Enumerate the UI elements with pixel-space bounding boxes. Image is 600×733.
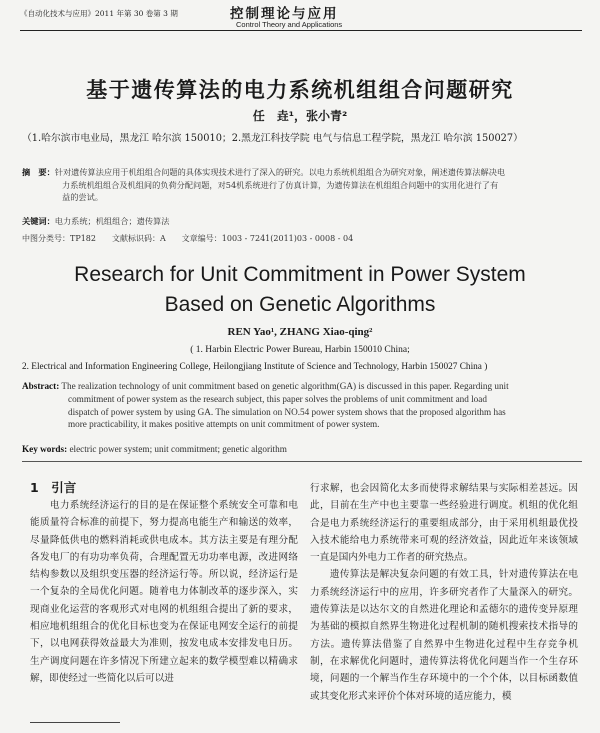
body-column-left [30,497,298,687]
section-heading [30,478,76,496]
chinese-affiliation: （1.哈尔滨市电业局，黑龙江 哈尔滨 150010；2.黑龙江科技学院 电气与信息工程学院，黑龙江 哈尔滨 150027） [22,133,523,144]
abstract-line: more practicability, it makes positive attempts on unit commitment of power system. [68,419,380,430]
english-title-line2: Based on Genetic Algorithms [164,293,436,316]
abstract-line: commitment of power system as the research subject, this paper solves the problems of unit commitment and load [68,393,487,404]
abstract-line: 针对遗传算法应用于机组组合问题的具体实现技术进行了深入的研究。以电力系统机组组合为研究对象，阐述遗传算法解决电 [54,167,506,177]
body-column-right [310,480,578,705]
journal-issue-header: 《自动化技术与应用》2011 年第 30 卷第 3 期 [20,9,178,18]
abstract-line: 益的尝试。 [62,192,103,202]
body-paragraph: 行求解，也会因简化太多而使得求解结果与实际相差甚远。因此，目前在生产中也主要靠一些经验进行调度。机组的优化组合是电力系统经济运行的重要组成部分，由于采用机组最优投入技术能给电力系统带来可观的经济效益，因此近年来该领域一直是国内外电力工作者的研究热点。 [310,483,578,564]
chinese-abstract [22,166,582,204]
footnote-rule [30,722,120,723]
chinese-title: 基于遗传算法的电力系统机组组合问题研究 [86,78,514,102]
chinese-keywords [22,216,169,227]
header-divider [20,30,582,31]
body-paragraph: 遗传算法是解决复杂问题的有效工具，针对遗传算法在电力系统经济运行中的应用，许多研究者作了大量深入的研究。遗传算法是以达尔文的自然进化理论和孟德尔的遗传变异原理为基础的模拟自然界生物进化过程机制的随机搜索技术指导的方法。遗传算法借鉴了自然界中生物进化过程中生存竞争机制，在求解优化问题时，遗传算法将优化问题当作一个生存环境，问题的一个解当作生存环境中的一个个体，以目标函数值或其变化形式来评价个体对环境的适应能力，模 [310,569,578,702]
keywords-label: Key words: [22,444,68,454]
journal-section-title: 控制理论与应用 [230,6,339,22]
english-authors: REN Yao¹, ZHANG Xiao-qing² [227,326,373,338]
journal-section-subtitle: Control Theory and Applications [236,20,343,29]
english-abstract [22,380,582,431]
keywords-text: electric power system; unit commitment; genetic algorithm [69,444,287,454]
chinese-authors: 任 垚¹，张小青² [252,109,348,123]
abstract-line: The realization technology of unit commitment based on genetic algorithm(GA) is discussed in this paper. Regarding unit [61,381,509,391]
section-divider [22,461,582,462]
abstract-label: 摘 要： [22,167,55,177]
english-affiliation-1: ( 1. Harbin Electric Power Bureau, Harbin 150010 China; [190,345,410,355]
english-keywords [22,444,287,454]
section-title: 引言 [51,480,77,495]
abstract-line: dispatch of power system by using GA. The simulation on NO.54 power system shows that the proposed algorithm has [68,406,506,417]
classification-line: 中图分类号：TP182 文献标识码：A 文章编号：1003 - 7241(2011)03 - 0008 - 04 [22,234,354,243]
body-paragraph: 电力系统经济运行的目的是在保证整个系统安全可靠和电能质量符合标准的前提下，努力提高电能生产和输送的效率，尽量降低供电的燃料消耗或供电成本。其方法主要是有理分配各发电厂的有功功率负荷，合理配置无功功率电源，改进网络结构参数以及组织变压器的经济运行等。所以说，经济运行是一个复杂的全局优化问题。随着电力体制改革的逐步深入，实现商业化运营的客观形式对电网的机组组合提出了新的要求，相应地机组组合的优化目标也变为在保证电网安全运行的前提下，以电网获得效益最大为准则，按发电成本安排发电日历。生产调度问题在许多情况下所建立起来的数学模型难以精确求解，即使经过一些简化以后可以进 [30,500,298,684]
abstract-line: 力系统机组组合及机组间的负荷分配问题，对54机系统进行了仿真计算，为遗传算法在机组组合问题中的实用化进行了有 [62,179,499,190]
keywords-label: 关键词： [22,216,55,226]
english-title-line1: Research for Unit Commitment in Power System [74,263,526,286]
abstract-label: Abstract: [22,381,60,391]
keywords-text: 电力系统；机组组合；遗传算法 [54,216,170,226]
english-affiliation-2: 2. Electrical and Information Engineering College, Heilongjiang Institute of Science and Technology, Harbin 150027 China ) [22,362,488,372]
section-number: 1 [30,480,39,495]
